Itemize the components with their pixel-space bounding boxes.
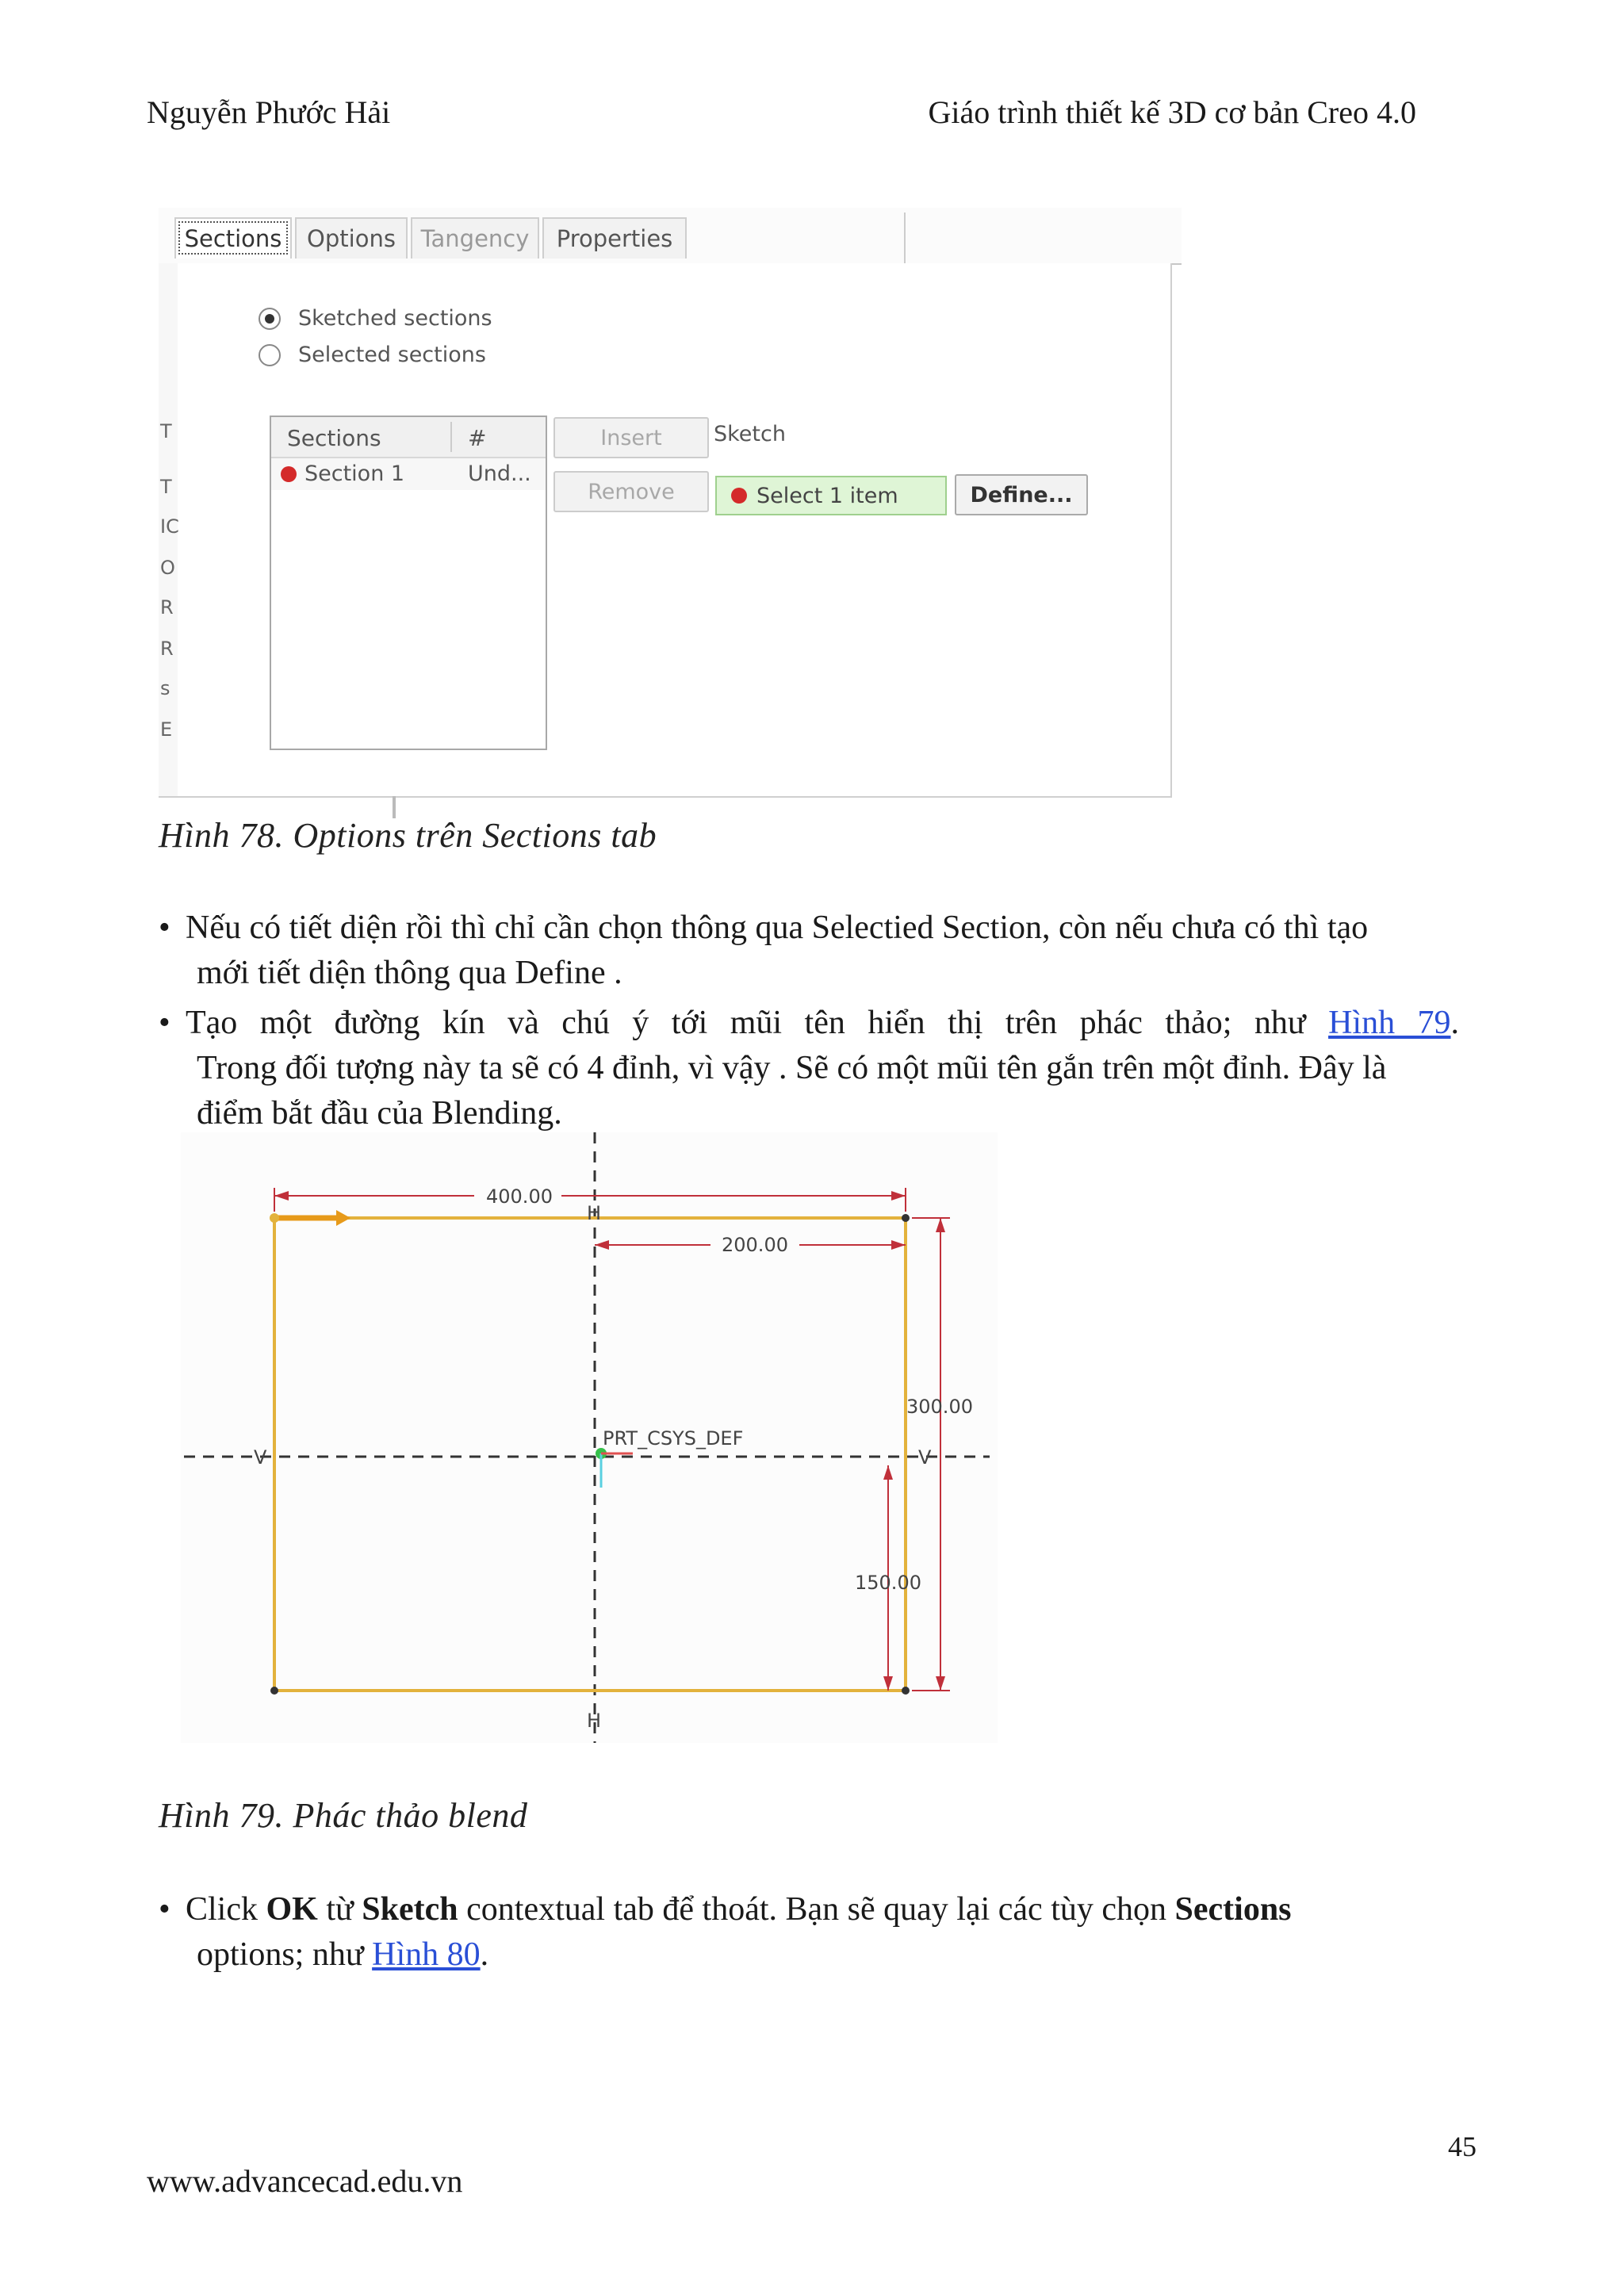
bullet-icon: •	[159, 1891, 170, 1928]
tab-tangency[interactable]: Tangency	[411, 217, 539, 259]
list-item-section-1[interactable]	[271, 458, 546, 490]
tab-sections[interactable]: Sections	[174, 217, 292, 259]
edge-letter: O	[160, 557, 175, 579]
tab-properties[interactable]: Properties	[542, 217, 687, 259]
dimension-300: 300.00	[906, 1396, 973, 1418]
vertical-constraint-label: V	[254, 1446, 267, 1469]
insert-button[interactable]: Insert	[553, 417, 709, 458]
blend-sketch-figure	[181, 1132, 998, 1743]
sketch-collector[interactable]	[715, 476, 947, 515]
radio-sketched-sections[interactable]	[259, 306, 492, 331]
paragraph-line	[159, 1887, 1459, 1932]
tab-bar-end	[737, 213, 906, 263]
vertex-point	[270, 1687, 278, 1695]
paragraph-line	[159, 1001, 1459, 1046]
vertex-point	[902, 1214, 910, 1222]
sections-tab-screenshot	[159, 208, 1182, 810]
column-header-sections: Sections	[287, 425, 381, 451]
figure-79-caption: Hình 79. Phác thảo blend	[159, 1796, 528, 1835]
bullet-icon: •	[159, 1005, 170, 1041]
sketch-label: Sketch	[714, 422, 786, 446]
header-title: Giáo trình thiết kế 3D cơ bản Creo 4.0	[928, 94, 1416, 130]
text-segment: .	[480, 1936, 489, 1973]
select-item-text: Select 1 item	[756, 483, 898, 508]
status-dot-icon	[731, 488, 747, 504]
left-cut-strip	[159, 263, 178, 796]
bullet-paragraph-1	[159, 906, 1459, 996]
column-header-number: #	[468, 425, 487, 451]
vertical-constraint-label: V	[918, 1446, 932, 1469]
csys-label: PRT_CSYS_DEF	[603, 1427, 744, 1450]
page-number: 45	[1448, 2131, 1477, 2162]
bullet-paragraph-3	[159, 1887, 1459, 1978]
sections-list-header	[271, 417, 546, 458]
bullet-icon: •	[159, 910, 170, 946]
radio-selected-icon	[259, 308, 281, 330]
tab-bar	[159, 208, 1182, 265]
paragraph-line: Trong đối tượng này ta sẽ có 4 đỉnh, vì vậy . Sẽ có một mũi tên gắn trên một đỉnh. Đây là	[197, 1050, 1387, 1086]
radio-label: Selected sections	[298, 343, 486, 367]
text-segment: options; như	[197, 1936, 364, 1973]
ok-keyword: OK	[266, 1891, 318, 1928]
radio-unselected-icon	[259, 344, 281, 366]
dimension-200: 200.00	[722, 1234, 788, 1256]
header-author: Nguyễn Phước Hải	[147, 94, 391, 130]
remove-button[interactable]: Remove	[553, 471, 709, 512]
edge-letter: IC	[160, 515, 179, 538]
vertex-point	[270, 1213, 279, 1223]
tab-options[interactable]: Options	[295, 217, 408, 259]
edge-letter: T	[160, 420, 172, 442]
horizontal-constraint-label: H	[587, 1202, 602, 1224]
sections-keyword: Sections	[1174, 1891, 1292, 1928]
text-segment: contextual tab để thoát. Bạn sẽ quay lại các tùy chọn	[466, 1891, 1167, 1928]
text-segment: .	[1450, 1005, 1460, 1041]
radio-label: Sketched sections	[298, 306, 492, 331]
sketch-keyword: Sketch	[362, 1891, 458, 1928]
vertex-point	[902, 1687, 910, 1695]
edge-letter: R	[160, 638, 174, 660]
footer-website: www.advancecad.edu.vn	[147, 2163, 463, 2199]
text-segment: từ	[326, 1891, 354, 1928]
section-name: Section 1	[304, 461, 405, 486]
text-segment: Tạo một đường kín và chú ý tới mũi tên hiển thị trên phác thảo; như	[186, 1005, 1306, 1041]
horizontal-constraint-label: H	[587, 1710, 602, 1732]
dimension-150: 150.00	[855, 1572, 921, 1594]
text-segment: Click	[186, 1891, 258, 1928]
figure-80-link[interactable]: Hình 80	[372, 1936, 481, 1973]
edge-letter: E	[160, 718, 173, 741]
dimension-400: 400.00	[486, 1185, 553, 1208]
status-dot-icon	[281, 466, 297, 482]
figure-79-link[interactable]: Hình 79	[1328, 1005, 1451, 1041]
section-number: Und...	[468, 461, 531, 486]
sketch-canvas	[181, 1132, 998, 1743]
column-separator	[450, 422, 452, 452]
paragraph-line: mới tiết diện thông qua Define .	[197, 955, 622, 991]
figure-78-caption: Hình 78. Options trên Sections tab	[159, 816, 657, 855]
radio-selected-sections[interactable]	[259, 343, 486, 367]
define-button[interactable]: Define...	[955, 474, 1088, 515]
edge-letter: R	[160, 596, 174, 618]
edge-letter: s	[160, 677, 170, 699]
paragraph-line: điểm bắt đầu của Blending.	[197, 1095, 562, 1132]
paragraph-line	[159, 1932, 1459, 1978]
sections-list[interactable]	[270, 416, 547, 750]
edge-letter: T	[160, 476, 172, 498]
bullet-paragraph-2	[159, 1001, 1459, 1136]
paragraph-line: Nếu có tiết diện rồi thì chỉ cần chọn thông qua Selectied Section, còn nếu chưa có thì tạo	[186, 910, 1369, 946]
